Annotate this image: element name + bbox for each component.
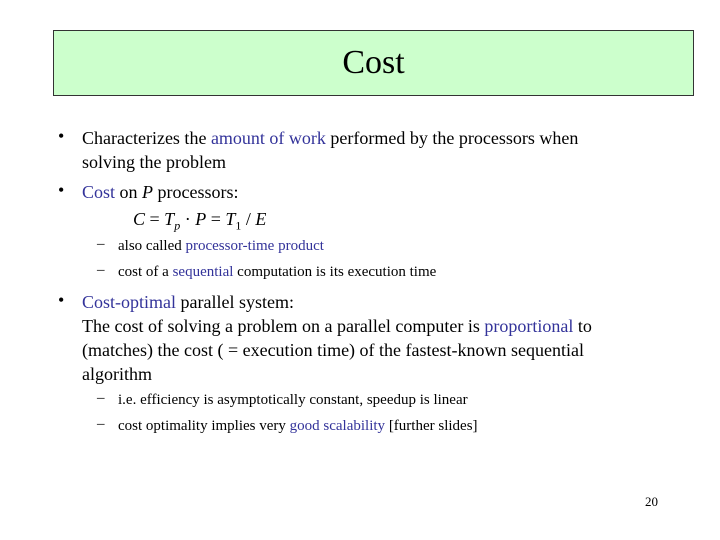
bullet-marker: •: [58, 126, 65, 146]
sub-4-pre: cost optimality implies very: [118, 418, 290, 434]
bullet-3-line-4: algorithm: [82, 364, 152, 384]
sub-bullet-4: [118, 416, 478, 436]
bullet-2-highlight: Cost: [82, 182, 116, 202]
bullet-3-line-2-highlight: proportional: [484, 316, 574, 336]
bullet-3-post: parallel system:: [176, 292, 294, 312]
bullet-2-line: [82, 180, 239, 204]
bullet-1-highlight: amount of work: [210, 128, 326, 148]
bullet-3-line-2-pre: The cost of solving a problem on a parallel computer is: [82, 316, 485, 336]
bullet-1-post: performed by the processors when: [325, 128, 579, 148]
bullet-3-line-3: (matches) the cost ( = execution time) of the fastest-known sequential: [82, 340, 584, 360]
formula-slash: /: [241, 209, 256, 229]
sub-bullet-1: [118, 236, 324, 256]
slide-title: Cost: [342, 44, 405, 81]
sub-4-highlight: good scalability: [289, 418, 386, 434]
formula-dot: ·: [180, 209, 196, 229]
bullet-marker: •: [58, 290, 65, 310]
formula-t: T: [164, 209, 175, 229]
dash-marker: –: [97, 416, 105, 432]
bullet-3-line-2: [82, 314, 592, 338]
formula-eq: =: [145, 209, 165, 229]
dash-marker: –: [97, 390, 105, 406]
bullet-1-line-1: [82, 126, 578, 150]
sub-2-highlight: sequential: [172, 264, 234, 280]
cost-formula: [133, 207, 266, 238]
sub-bullet-2: [118, 262, 436, 282]
dash-marker: –: [97, 236, 105, 252]
bullet-2-post2: processors:: [153, 182, 239, 202]
formula-p: P: [195, 209, 207, 229]
bullet-marker: •: [58, 180, 65, 200]
formula-c: C: [133, 209, 146, 229]
bullet-3-highlight: Cost-optimal: [82, 292, 176, 312]
dash-marker: –: [97, 262, 105, 278]
bullet-1-pre: Characterizes the: [82, 128, 211, 148]
formula-t1: T: [225, 209, 236, 229]
bullet-2-var-p: P: [142, 182, 154, 202]
sub-2-pre: cost of a: [118, 264, 173, 280]
formula-sub-p: p: [174, 218, 181, 233]
title-box: [53, 30, 694, 96]
formula-sub-1: 1: [235, 218, 242, 233]
formula-e: E: [255, 209, 267, 229]
sub-bullet-3: i.e. efficiency is asymptotically constant, speedup is linear: [118, 392, 468, 408]
bullet-2-post: on: [115, 182, 143, 202]
page-number: 20: [645, 494, 658, 509]
sub-1-highlight: processor-time product: [185, 238, 324, 254]
formula-eq2: =: [206, 209, 226, 229]
bullet-3-line-2-post: to: [573, 316, 592, 336]
sub-2-post: computation is its execution time: [233, 264, 437, 280]
bullet-3-line-1: [82, 290, 294, 314]
bullet-1-line-2: solving the problem: [82, 152, 226, 172]
sub-1-pre: also called: [118, 238, 186, 254]
sub-4-post: [further slides]: [385, 418, 478, 434]
